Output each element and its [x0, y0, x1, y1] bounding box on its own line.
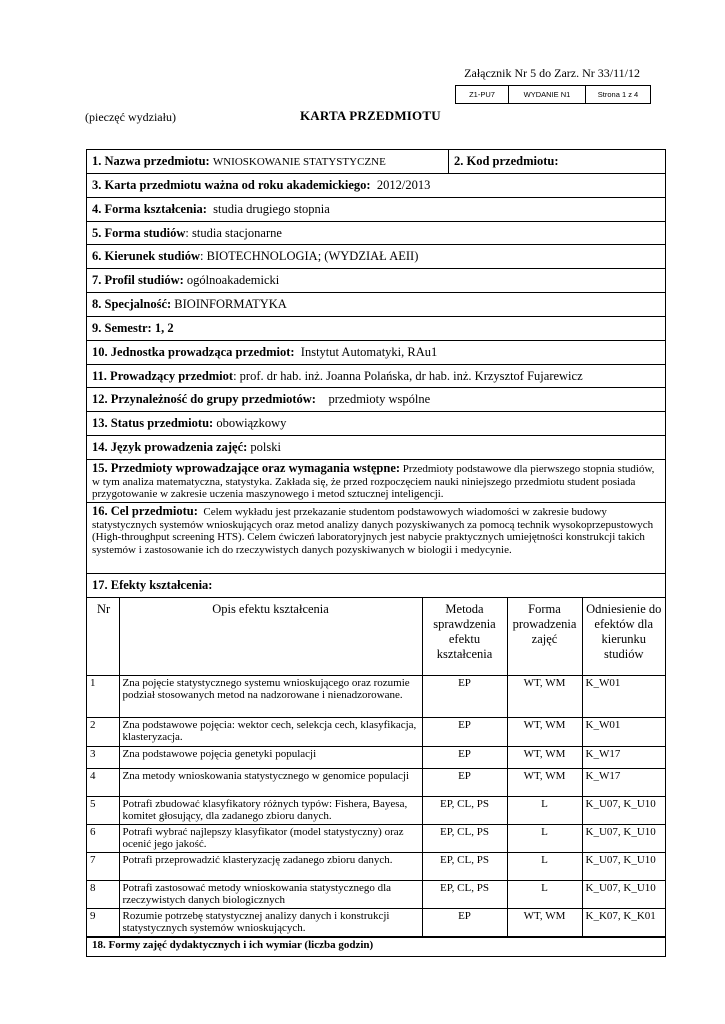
outcome-nr: 1: [87, 675, 119, 717]
course-code-label: 2. Kod przedmiotu:: [454, 154, 559, 168]
row-specialization: [87, 293, 665, 317]
lecturers-label: 11. Prowadzący przedmiot: [92, 368, 234, 383]
outcome-description: Zna podstawowe pojęcia genetyki populacji: [119, 746, 422, 768]
outcome-method: EP: [422, 746, 507, 768]
learning-outcomes-label: 17. Efekty kształcenia:: [92, 578, 213, 592]
outcome-method: EP: [422, 908, 507, 936]
course-card: [86, 149, 666, 957]
table-row: [87, 675, 665, 717]
outcome-method: EP, CL, PS: [422, 880, 507, 908]
row-course-status: [87, 412, 665, 436]
row-course-goal: [87, 503, 665, 574]
row-valid-year: [87, 174, 665, 198]
outcome-description: Potrafi wybrać najlepszy klasyfikator (model statystyczny) oraz ocenić jego jakość.: [119, 824, 422, 852]
course-name-label: 1. Nazwa przedmiotu:: [92, 154, 210, 168]
row-prerequisites: [87, 460, 665, 503]
study-profile-value: ogólnoakademicki: [186, 273, 280, 287]
outcome-reference: K_W01: [582, 675, 665, 717]
outcome-description: Zna metody wnioskowania statystycznego w genomice populacji: [119, 768, 422, 796]
language-value: polski: [250, 440, 281, 454]
specialization-value: BIOINFORMATYKA: [174, 297, 287, 311]
col-header-reference: Odniesienie do efektów dla kierunku studiów: [582, 598, 665, 675]
course-status-label: 13. Status przedmiotu:: [92, 416, 214, 430]
row-study-form: [87, 222, 665, 245]
unit-label: 10. Jednostka prowadząca przedmiot:: [92, 345, 295, 359]
outcome-method: EP, CL, PS: [422, 824, 507, 852]
outcome-nr: 9: [87, 908, 119, 936]
table-row: [87, 746, 665, 768]
course-name-value: WNIOSKOWANIE STATYSTYCZNE: [212, 155, 386, 168]
outcome-reference: K_U07, K_U10: [582, 796, 665, 824]
outcome-description: Zna pojęcie statystycznego systemu wnioskującego oraz rozumie podział stosowanych metod na nadzorowane i nienadzorowane.: [119, 675, 422, 717]
table-row: [87, 768, 665, 796]
outcome-reference: K_K07, K_K01: [582, 908, 665, 936]
row-unit: [87, 341, 665, 365]
outcome-nr: 4: [87, 768, 119, 796]
row-learning-outcomes: [87, 574, 665, 598]
row-education-form: [87, 198, 665, 222]
specialization-label: 8. Specjalność:: [92, 297, 172, 311]
col-header-method: Metoda sprawdzenia efektu kształcenia: [422, 598, 507, 675]
course-goal-label: 16. Cel przedmiotu:: [92, 504, 198, 518]
col-header-form: Forma prowadzenia zajęć: [507, 598, 582, 675]
outcome-nr: 7: [87, 852, 119, 880]
outcome-form: WT, WM: [507, 768, 582, 796]
education-form-value: studia drugiego stopnia: [213, 202, 330, 216]
table-row: [87, 796, 665, 824]
table-row: [87, 908, 665, 936]
document-code-table: [455, 85, 651, 104]
table-row: [87, 717, 665, 746]
row-teaching-forms: 18. Formy zajęć dydaktycznych i ich wymiar (liczba godzin): [87, 937, 665, 956]
semester-label: 9. Semestr: 1, 2: [92, 321, 174, 335]
outcome-description: Potrafi zbudować klasyfikatory różnych typów: Fishera, Bayesa, komitet głosujący, dla zadanego zbioru danych.: [119, 796, 422, 824]
doc-edition: WYDANIE N1: [509, 86, 586, 104]
outcome-form: L: [507, 796, 582, 824]
outcomes-table-wrap: [87, 598, 665, 937]
course-group-value: przedmioty wspólne: [328, 392, 431, 406]
page-title: KARTA PRZEDMIOTU: [300, 108, 441, 123]
outcome-method: EP: [422, 675, 507, 717]
outcome-reference: K_U07, K_U10: [582, 852, 665, 880]
outcome-reference: K_U07, K_U10: [582, 824, 665, 852]
table-row: [87, 824, 665, 852]
col-header-nr: Nr: [87, 598, 119, 675]
outcome-description: Zna podstawowe pojęcia: wektor cech, selekcja cech, klasyfikacja, klasteryzacja.: [119, 717, 422, 746]
col-header-description: Opis efektu kształcenia: [119, 598, 422, 675]
outcome-nr: 3: [87, 746, 119, 768]
outcome-description: Potrafi przeprowadzić klasteryzację zadanego zbioru danych.: [119, 852, 422, 880]
row-language: [87, 436, 665, 460]
outcome-reference: K_W17: [582, 768, 665, 796]
outcome-method: EP, CL, PS: [422, 796, 507, 824]
outcomes-header-row: [87, 598, 665, 675]
field-of-study-value: : BIOTECHNOLOGIA; (WYDZIAŁ AEII): [200, 249, 419, 263]
attachment-note: Załącznik Nr 5 do Zarz. Nr 33/11/12: [464, 66, 640, 80]
language-label: 14. Język prowadzenia zajęć:: [92, 440, 248, 454]
outcomes-table: [87, 598, 665, 937]
outcome-method: EP: [422, 717, 507, 746]
outcome-description: Rozumie potrzebę statystycznej analizy danych i konstrukcji statystycznych systemów wnioskujących.: [119, 908, 422, 936]
course-status-value: obowiązkowy: [216, 416, 287, 430]
row-semester: [87, 317, 665, 341]
outcome-form: L: [507, 852, 582, 880]
course-goal-value: Celem wykładu jest przekazanie studentom podstawowych wiadomości w zakresie budowy statystycznych systemów wnioskujących oraz metod analizy danych pozyskiwanych za pomocą technik wysokoprzepustowych (High-throughput screening HTS). Celem ćwiczeń laboratoryjnych jest nabycie praktycznych umiejętności konstrukcji takich systemów i zastosowanie ich do rzeczywistych danych pozyskiwanych w biologii i medycynie.: [92, 506, 654, 556]
row-course-group: [87, 388, 665, 412]
outcome-reference: K_U07, K_U10: [582, 880, 665, 908]
study-form-label: 5. Forma studiów: [92, 225, 186, 240]
study-profile-label: 7. Profil studiów:: [92, 273, 184, 287]
valid-year-label: 3. Karta przedmiotu ważna od roku akademickiego:: [92, 178, 371, 192]
field-of-study-label: 6. Kierunek studiów: [92, 249, 201, 263]
prerequisites-value: Przedmioty podstawowe dla pierwszego stopnia studiów, w tym analiza matematyczna, statystyka. Zakłada się, że przed rozpoczęciem nauki niniejszego przedmiotu student posiada przygotowanie w zakresie uczenia maszynowego i metod sztucznej inteligencji.: [92, 463, 655, 500]
doc-code: Z1-PU7: [456, 86, 509, 104]
outcome-nr: 6: [87, 824, 119, 852]
row-lecturers: [87, 365, 665, 388]
outcome-method: EP: [422, 768, 507, 796]
outcome-reference: K_W01: [582, 717, 665, 746]
course-group-label: 12. Przynależność do grupy przedmiotów:: [92, 392, 316, 406]
outcome-method: EP, CL, PS: [422, 852, 507, 880]
outcome-form: WT, WM: [507, 908, 582, 936]
faculty-stamp-label: (pieczęć wydziału): [85, 110, 176, 124]
education-form-label: 4. Forma kształcenia:: [92, 202, 207, 216]
doc-page: Strona 1 z 4: [586, 86, 651, 104]
outcome-form: WT, WM: [507, 675, 582, 717]
outcome-nr: 5: [87, 796, 119, 824]
table-row: [87, 880, 665, 908]
table-row: [87, 852, 665, 880]
lecturers-value: : prof. dr hab. inż. Joanna Polańska, dr hab. inż. Krzysztof Fujarewicz: [233, 368, 583, 383]
outcome-form: WT, WM: [507, 746, 582, 768]
study-form-value: : studia stacjonarne: [185, 225, 282, 240]
outcome-reference: K_W17: [582, 746, 665, 768]
valid-year-value: 2012/2013: [376, 178, 431, 192]
outcome-form: WT, WM: [507, 717, 582, 746]
unit-value: Instytut Automatyki, RAu1: [300, 345, 438, 359]
outcome-description: Potrafi zastosować metody wnioskowania statystycznego dla rzeczywistych danych biologicznych: [119, 880, 422, 908]
outcome-form: L: [507, 880, 582, 908]
row-study-profile: [87, 269, 665, 293]
row-field-of-study: [87, 245, 665, 269]
prerequisites-label: 15. Przedmioty wprowadzające oraz wymagania wstępne:: [92, 461, 401, 475]
outcome-nr: 2: [87, 717, 119, 746]
outcome-nr: 8: [87, 880, 119, 908]
row-course-name: [87, 150, 665, 174]
outcome-form: L: [507, 824, 582, 852]
